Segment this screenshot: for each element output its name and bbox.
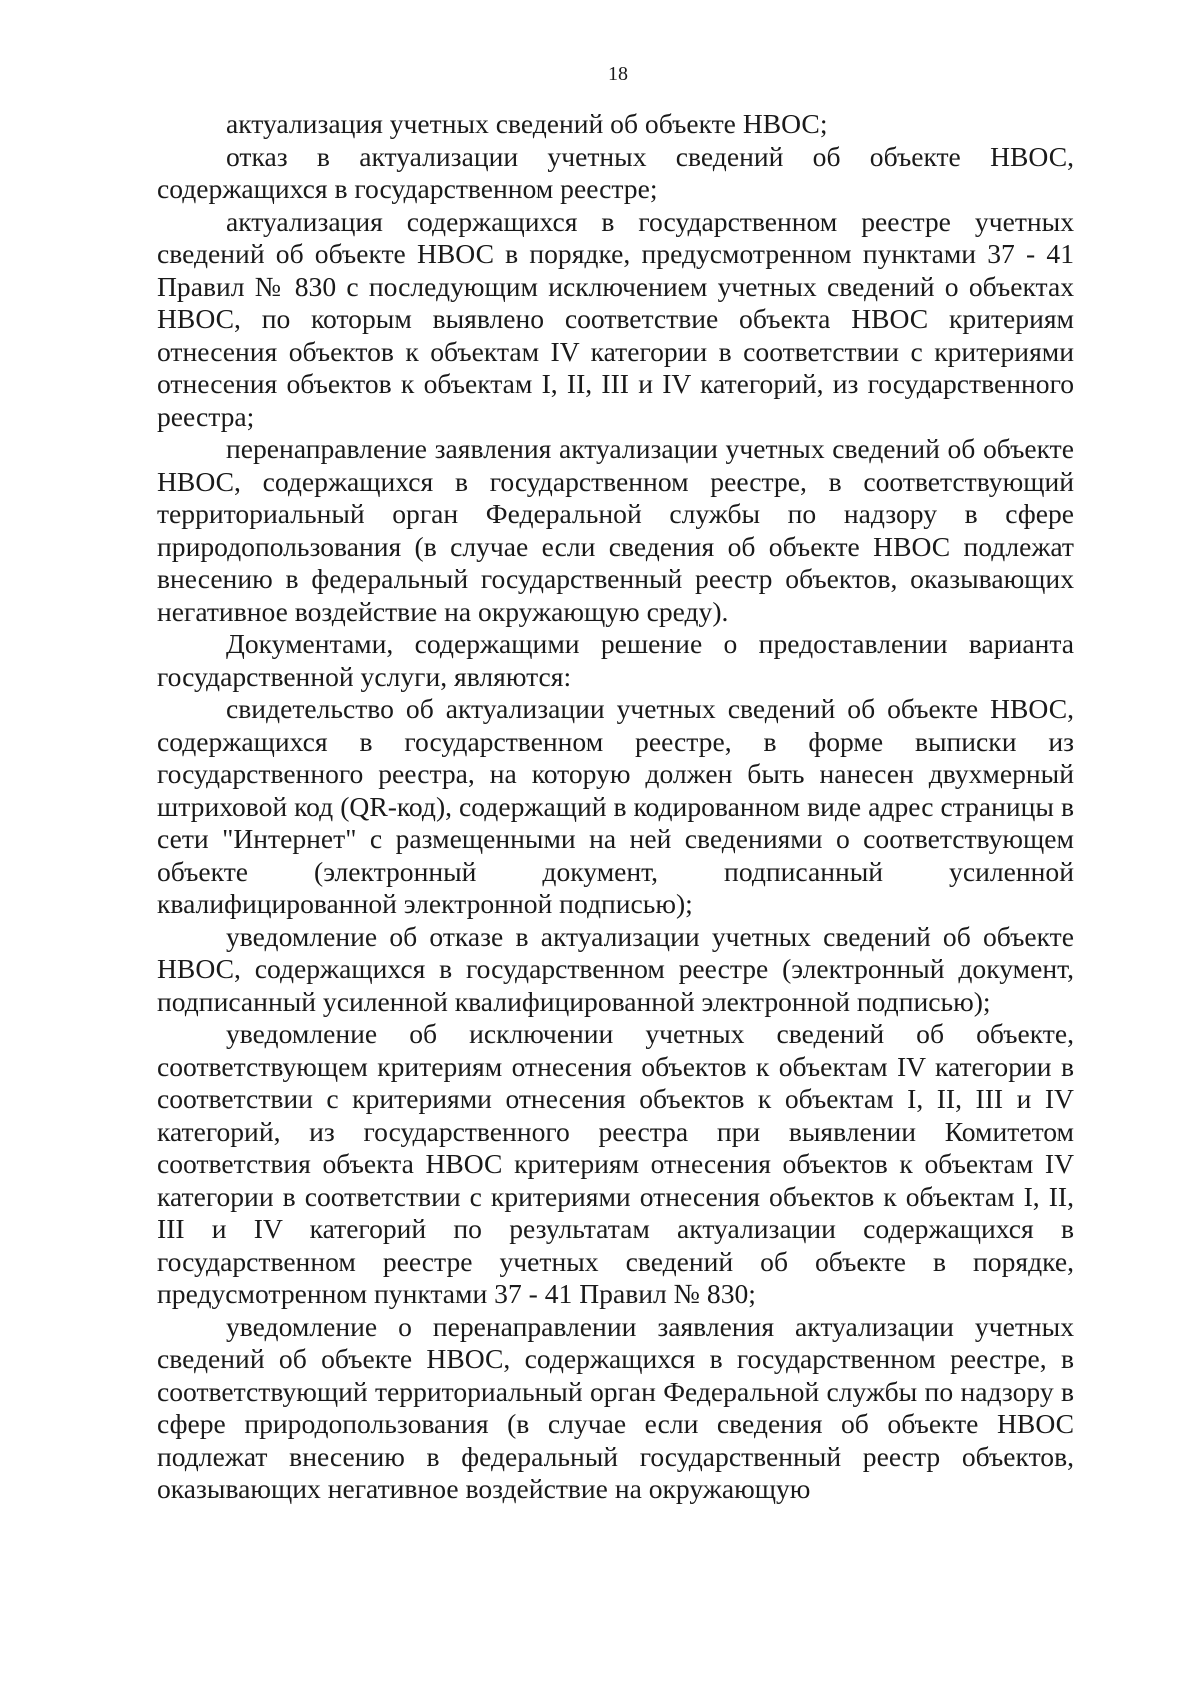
- paragraph-redirection: перенаправление заявления актуализации учетных сведений об объекте НВОС, содержащихся в государственном реестре, в соответствующий территориальный орган Федеральной службы по надзору в сфере природопользования (в случае если сведения об объекте НВОС подлежат внесению в федеральный государственный реестр объектов, оказывающих негативное воздействие на окружающую среду).: [157, 433, 1074, 627]
- paragraph-certificate: свидетельство об актуализации учетных сведений об объекте НВОС, содержащихся в государственном реестре, в форме выписки из государственного реестра, на которую должен быть нанесен двухмерный штриховой код (QR-код), содержащий в кодированном виде адрес страницы в сети "Интернет" с размещенными на ней сведениями о соответствующем объекте (электронный документ, подписанный усиленной квалифицированной электронной подписью);: [157, 693, 1074, 919]
- paragraph-actualization: актуализация учетных сведений об объекте НВОС;: [226, 108, 828, 139]
- document-body: [157, 108, 1074, 1506]
- paragraph-actualization-with-exclusion: актуализация содержащихся в государственном реестре учетных сведений об объекте НВОС в порядке, предусмотренном пунктами 37 - 41 Правил № 830 с последующим исключением учетных сведений о объектах НВОС, по которым выявлено соответствие объекта НВОС критериям отнесения объектов к объектам IV категории в соответствии с критериями отнесения объектов к объектам I, II, III и IV категорий, из государственного реестра;: [157, 205, 1074, 432]
- paragraph-refusal-notice: уведомление об отказе в актуализации учетных сведений об объекте НВОС, содержащихся в государственном реестре (электронный документ, подписанный усиленной квалифицированной электронной подписью);: [157, 920, 1074, 1017]
- paragraph-redirection-notice: уведомление о перенаправлении заявления актуализации учетных сведений об объекте НВОС, содержащихся в государственном реестре, в соответствующий территориальный орган Федеральной службы по надзору в сфере природопользования (в случае если сведения об объекте НВОС подлежат внесению в федеральный государственный реестр объектов, оказывающих негативное воздействие на окружающую: [157, 1310, 1074, 1504]
- page-number: 18: [608, 63, 628, 85]
- paragraph-refusal: отказ в актуализации учетных сведений об объекте НВОС, содержащихся в государственном реестре;: [157, 140, 1074, 204]
- paragraph-decision-documents: Документами, содержащими решение о предоставлении варианта государственной услуги, являются:: [157, 628, 1074, 692]
- paragraph-exclusion-notice: уведомление об исключении учетных сведений об объекте, соответствующем критериям отнесения объектов к объектам IV категории в соответствии с критериями отнесения объектов к объектам I, II, III и IV категорий, из государственного реестра при выявлении Комитетом соответствия объекта НВОС критериям отнесения объектов к объектам IV категории в соответствии с критериями отнесения объектов к объектам I, II, III и IV категорий по результатам актуализации содержащихся в государственном реестре учетных сведений об объекте в порядке, предусмотренном пунктами 37 - 41 Правил № 830;: [157, 1018, 1074, 1309]
